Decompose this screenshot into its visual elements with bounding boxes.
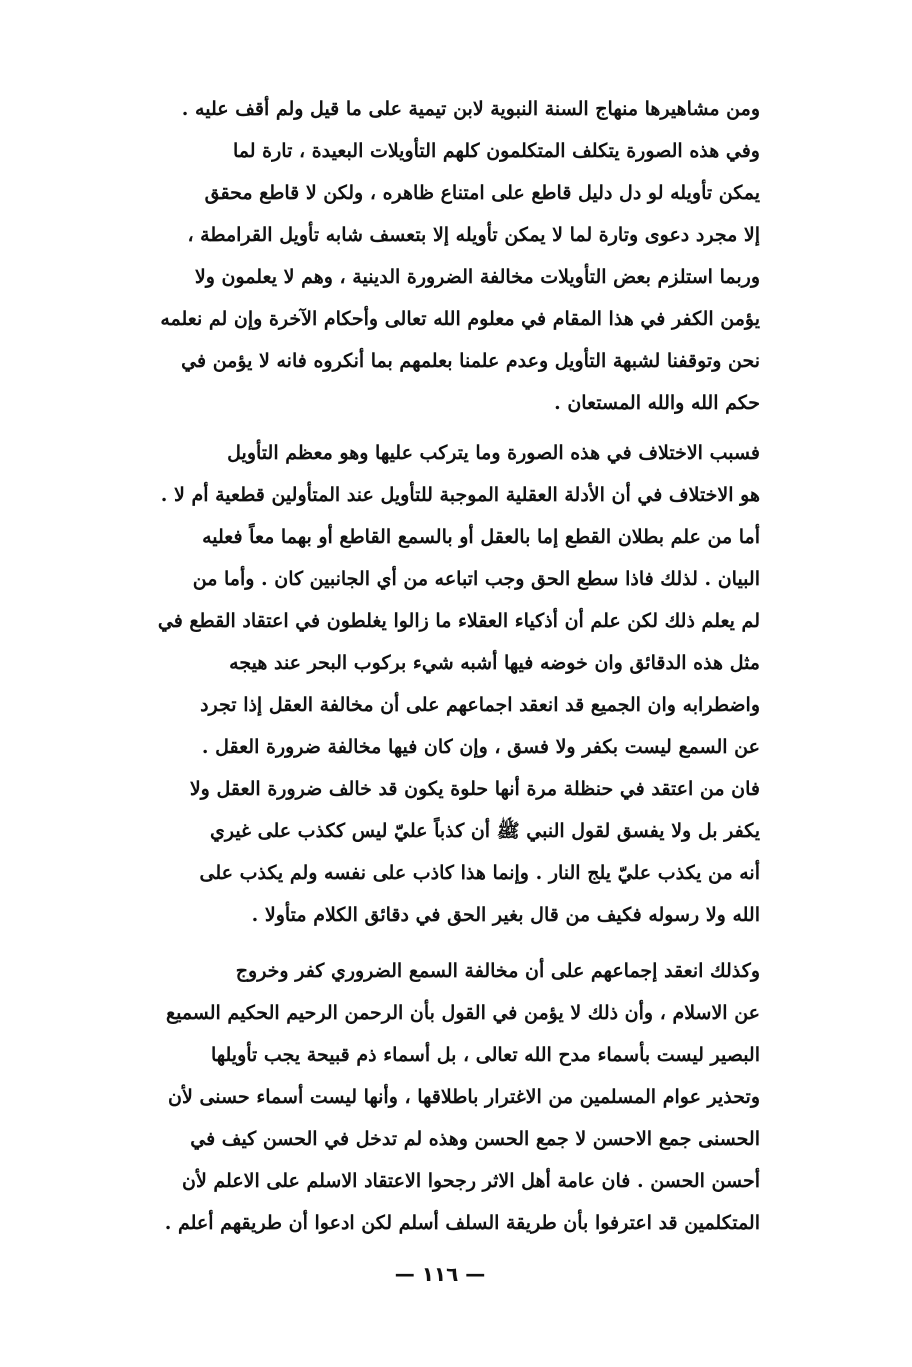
text-line: نحن وتوقفنا لشبهة التأويل وعدم علمنا بعلمهم بما أنكروه فانه لا يؤمن في [181, 350, 760, 372]
text-line: أما من علم بطلان القطع إما بالعقل أو بالسمع القاطع أو بهما معاً فعليه [202, 526, 760, 548]
text-line: ومن مشاهيرها منهاج السنة النبوية لابن تيمية على ما قيل ولم أقف عليه . [181, 98, 760, 120]
text-line: حكم الله والله المستعان . [554, 392, 760, 414]
text-line: عن الاسلام ، وأن ذلك لا يؤمن في القول بأن الرحمن الرحيم الحكيم السميع [165, 1002, 760, 1024]
text-line: واضطرابه وان الجميع قد انعقد اجماعهم على أن مخالفة العقل إذا تجرد [200, 694, 760, 716]
text-line: يؤمن الكفر في هذا المقام في معلوم الله تعالى وأحكام الآخرة وإن لم نعلمه [160, 308, 760, 330]
page-number: — ١١٦ — [394, 1262, 486, 1286]
text-line: البيان . لذلك فاذا سطع الحق وجب اتباعه من أي الجانبين كان . وأما من [192, 568, 760, 590]
text-line: المتكلمين قد اعترفوا بأن طريقة السلف أسلم لكن ادعوا أن طريقهم أعلم . [164, 1212, 760, 1234]
paragraph-2 [110, 432, 760, 936]
text-line: أنه من يكذب عليّ يلج النار . وإنما هذا كاذب على نفسه ولم يكذب على [199, 862, 760, 884]
text-line: وكذلك انعقد إجماعهم على أن مخالفة السمع الضروري كفر وخروج [235, 960, 760, 982]
paragraph-3 [110, 950, 760, 1244]
text-line: وربما استلزم بعض التأويلات مخالفة الضرورة الدينية ، وهم لا يعلمون ولا [194, 266, 760, 288]
text-line: وتحذير عوام المسلمين من الاغترار باطلاقها ، وأنها ليست أسماء حسنى لأن [168, 1086, 760, 1108]
text-line: هو الاختلاف في أن الأدلة العقلية الموجبة للتأويل عند المتأولين قطعية أم لا . [160, 484, 760, 506]
text-line: لم يعلم ذلك لكن علم أن أذكياء العقلاء ما زالوا يغلطون في اعتقاد القطع في [157, 610, 760, 632]
text-line: مثل هذه الدقائق وان خوضه فيها أشبه شيء بركوب البحر عند هيجه [229, 652, 760, 674]
paragraph-1 [110, 88, 760, 424]
text-line: الله ولا رسوله فكيف من قال بغير الحق في دقائق الكلام متأولا . [251, 904, 760, 926]
text-line: وفي هذه الصورة يتكلف المتكلمون كلهم التأويلات البعيدة ، تارة لما [232, 140, 760, 162]
text-line: يكفر بل ولا يفسق لقول النبي ﷺ أن كذباً عليّ ليس ككذب على غيري [209, 820, 760, 842]
text-line: عن السمع ليست بكفر ولا فسق ، وإن كان فيها مخالفة ضرورة العقل . [201, 736, 760, 758]
text-line: فسبب الاختلاف في هذه الصورة وما يتركب عليها وهو معظم التأويل [227, 442, 760, 464]
text-line: الحسنى جمع الاحسن لا جمع الحسن وهذه لم تدخل في الحسن كيف في [190, 1128, 760, 1150]
text-line: إلا مجرد دعوى وتارة لما لا يمكن تأويله إلا بتعسف شابه تأويل القرامطة ، [187, 224, 760, 246]
text-line: البصير ليست بأسماء مدح الله تعالى ، بل أسماء ذم قبيحة يجب تأويلها [210, 1044, 760, 1066]
text-line: أحسن الحسن . فان عامة أهل الاثر رجحوا الاعتقاد الاسلم على الاعلم لأن [182, 1170, 760, 1192]
text-line: يمكن تأويله لو دل دليل قاطع على امتناع ظاهره ، ولكن لا قاطع محقق [204, 182, 760, 204]
text-line: فان من اعتقد في حنظلة مرة أنها حلوة يكون قد خالف ضرورة العقل ولا [189, 778, 760, 800]
